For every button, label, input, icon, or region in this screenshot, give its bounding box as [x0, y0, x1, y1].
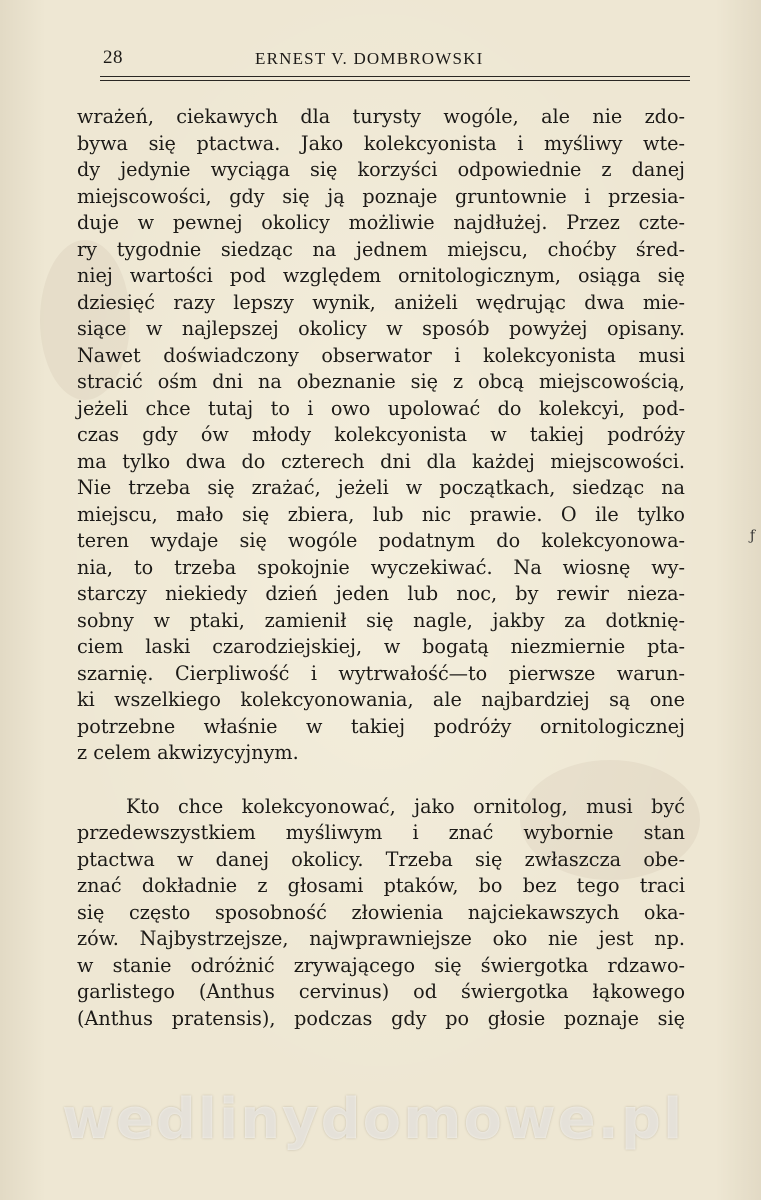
paragraph	[77, 794, 685, 1033]
text-line: dziesięć razy lepszy wynik, aniżeli wędrując dwa mie-	[77, 290, 685, 314]
text-line: ki wszelkiego kolekcyonowania, ale najbardziej są one	[77, 688, 685, 711]
text-line: szarnię. Cierpliwość i wytrwałość—to pierwsze warun-	[77, 661, 685, 685]
text-line: sobny w ptaki, zamienił się nagle, jakby za dotknię-	[77, 608, 685, 632]
text-line: zów. Najbystrzejsze, najwprawniejsze oko nie jest np.	[77, 927, 685, 950]
text-line: garlistego (Anthus cervinus) od świergotka łąkowego	[77, 980, 685, 1003]
text-line: jeżeli chce tutaj to i owo upolować do kolekcyi, pod-	[77, 396, 685, 420]
header-rule	[100, 76, 690, 77]
text-line: starczy niekiedy dzień jeden lub noc, by rewir nieza-	[77, 582, 685, 605]
text-line: Nie trzeba się zrażać, jeżeli w początkach, siedząc na	[77, 476, 685, 499]
header-rule	[100, 80, 690, 81]
text-line: duje w pewnej okolicy możliwie najdłużej. Przez czte-	[77, 211, 685, 234]
text-line: Nawet doświadczony obserwator i kolekcyonista musi	[77, 343, 685, 367]
text-line: teren wydaje się wogóle podatnym do kolekcyonowa-	[77, 529, 685, 552]
text-line: przedewszystkiem myśliwym i znać wybornie stan	[77, 821, 685, 844]
paragraph-gap	[77, 767, 685, 794]
paragraph	[77, 104, 685, 767]
text-line: wrażeń, ciekawych dla turysty wogóle, ale nie zdo-	[77, 105, 685, 128]
text-line: znać dokładnie z głosami ptaków, bo bez tego traci	[77, 874, 685, 897]
text-line: nia, to trzeba spokojnie wyczekiwać. Na wiosnę wy-	[77, 555, 685, 579]
page-header	[0, 0, 761, 80]
text-line: (Anthus pratensis), podczas gdy po głosie poznaje się	[77, 1006, 685, 1030]
text-line: miejscu, mało się zbiera, lub nic prawie. O ile tylko	[77, 502, 685, 526]
text-line: bywa się ptactwa. Jako kolekcyonista i myśliwy wte-	[77, 131, 685, 155]
text-line: dy jedynie wyciąga się korzyści odpowiednie z danej	[77, 158, 685, 181]
text-line: stracić ośm dni na obeznanie się z obcą miejscowością,	[77, 370, 685, 393]
text-line: siące w najlepszej okolicy w sposób powyżej opisany.	[77, 317, 685, 340]
watermark: wedlinydomowe.pl	[62, 1087, 685, 1152]
text-line: Kto chce kolekcyonować, jako ornitolog, musi być	[126, 794, 685, 818]
text-line: miejscowości, gdy się ją poznaje gruntownie i przesia-	[77, 184, 685, 208]
margin-mark: ƒ	[749, 528, 755, 544]
text-line: czas gdy ów młody kolekcyonista w takiej podróży	[77, 423, 685, 446]
text-line: niej wartości pod względem ornitologicznym, osiąga się	[77, 264, 685, 287]
page-number: 28	[103, 47, 123, 68]
text-line: z celem akwizycyjnym.	[77, 741, 299, 764]
text-line: ma tylko dwa do czterech dni dla każdej miejscowości.	[77, 449, 685, 473]
text-line: potrzebne właśnie w takiej podróży ornitologicznej	[77, 714, 685, 738]
text-line: ptactwa w danej okolicy. Trzeba się zwłaszcza obe-	[77, 847, 685, 871]
text-line: ciem laski czarodziejskiej, w bogatą niezmiernie pta-	[77, 635, 685, 658]
body-text	[77, 104, 685, 1032]
text-line: ry tygodnie siedząc na jednem miejscu, choćby śred-	[77, 237, 685, 261]
running-head: ERNEST V. DOMBROWSKI	[255, 49, 484, 68]
text-line: się często sposobność złowienia najciekawszych oka-	[77, 900, 685, 924]
text-line: w stanie odróżnić zrywającego się świergotka rdzawo-	[77, 953, 685, 977]
